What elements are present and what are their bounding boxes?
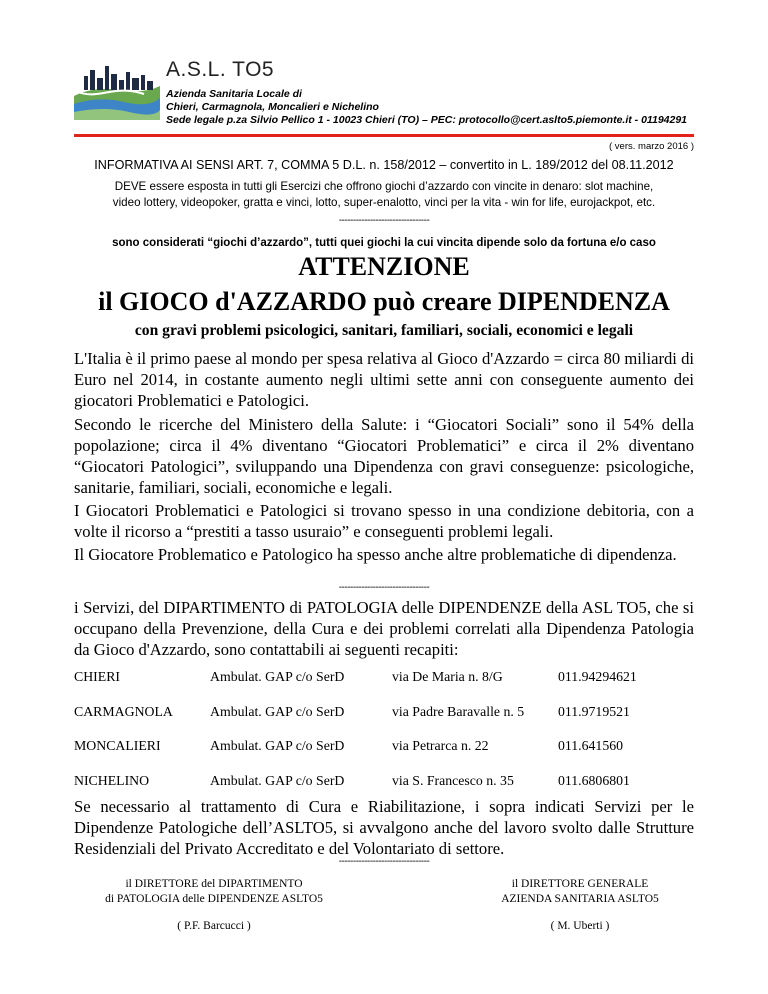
title-dipendenza: il GIOCO d'AZZARDO può creare DIPENDENZA xyxy=(98,287,670,316)
table-row xyxy=(74,669,694,704)
table-row xyxy=(74,738,694,773)
paragraph-debiti: I Giocatori Problematici e Patologici si trovano spesso in una condizione debitoria, con a volte il ricorso a “prestiti a tasso usuraio” e conseguenti problemi legali. xyxy=(74,501,694,541)
org-subtitle-line-2: Chieri, Carmagnola, Moncalieri e Nichelino xyxy=(166,101,379,113)
signature-right-organization: AZIENDA SANITARIA ASLTO5 xyxy=(501,893,659,905)
paragraph-closing: Se necessario al trattamento di Cura e Riabilitazione, i sopra indicati Servizi per le Dipendenze Patologiche dell’ASLTO5, si avvalgono anche del lavoro svolto dalle Strutture Residenziali del Privato Accreditato e del Volontariato di settore. xyxy=(74,797,694,858)
gambling-definition: sono considerati “giochi d’azzardo”, tutti quei giochi la cui vincita dipende solo da fortuna e/o caso xyxy=(112,237,656,249)
address-cell: via Petrarca n. 22 xyxy=(392,738,489,753)
signature-left-department: di PATOLOGIA delle DIPENDENZE ASLTO5 xyxy=(105,893,323,905)
paragraph-ricerche-ministero: Secondo le ricerche del Ministero della Salute: i “Giocatori Sociali” sono il 54% della popolazione; circa il 4% diventano “Giocatori Problematici” e circa il 2% diventano “Giocatori Patologici”, sviluppando una Dipendenza con gravi conseguenze: psicologiche, sanitarie, familiari, sociali, economiche e legali. xyxy=(74,415,694,497)
display-requirement-line-1: DEVE essere esposta in tutti gli Esercizi che offrono giochi d’azzardo con vincite in denaro: slot machine, xyxy=(114,180,654,193)
org-legal-address: Sede legale p.za Silvio Pellico 1 - 10023 Chieri (TO) – PEC: protocollo@cert.aslto5.piemonte.it - 01194291 xyxy=(166,114,688,126)
display-requirement-line-2: video lottery, videopoker, gratta e vinci, lotto, super-enalotto, vinci per la vita - win for life, eurojackpot, etc. xyxy=(112,196,656,209)
address-cell: via Padre Baravalle n. 5 xyxy=(392,703,525,719)
organization-name: A.S.L. TO5 xyxy=(166,58,275,81)
org-subtitle-line-1: Azienda Sanitaria Locale di xyxy=(166,88,302,100)
title-attenzione: ATTENZIONE xyxy=(298,252,470,281)
city-cell: MONCALIERI xyxy=(74,738,161,753)
separator: -------------------------------- xyxy=(338,856,430,867)
phone-cell: 011.6806801 xyxy=(558,772,630,788)
table-row xyxy=(74,704,694,739)
servizi-table xyxy=(74,669,694,807)
address-cell: via S. Francesco n. 35 xyxy=(392,772,514,788)
phone-cell: 011.94294621 xyxy=(558,669,637,684)
signature-left xyxy=(74,877,354,934)
informativa-heading: INFORMATIVA AI SENSI ART. 7, COMMA 5 D.L. n. 158/2012 – convertito in L. 189/2012 del 08.11.2012 xyxy=(94,158,674,172)
city-cell: CARMAGNOLA xyxy=(74,703,173,719)
city-cell: CHIERI xyxy=(74,669,120,684)
header-divider xyxy=(74,134,694,137)
phone-cell: 011.641560 xyxy=(558,738,624,753)
separator: -------------------------------- xyxy=(338,582,430,593)
service-cell: Ambulat. GAP c/o SerD xyxy=(210,669,345,684)
asl-logo xyxy=(74,56,160,120)
address-cell: via De Maria n. 8/G xyxy=(392,669,503,684)
paragraph-italia-spesa: L'Italia è il primo paese al mondo per spesa relativa al Gioco d'Azzardo = circa 80 miliardi di Euro nel 2014, in costante aumento negli ultimi sette anni con conseguente aumento dei giocatori Problematici e Patologici. xyxy=(74,349,694,410)
signature-right xyxy=(470,877,690,934)
phone-cell: 011.9719521 xyxy=(558,703,630,719)
city-cell: NICHELINO xyxy=(74,772,150,788)
subtitle-problems: con gravi problemi psicologici, sanitari, familiari, sociali, economici e legali xyxy=(134,322,634,339)
separator: -------------------------------- xyxy=(338,215,430,226)
paragraph-altre-dipendenze: Il Giocatore Problematico e Patologico ha spesso anche altre problematiche di dipendenza. xyxy=(74,545,677,564)
service-cell: Ambulat. GAP c/o SerD xyxy=(210,703,345,719)
signature-left-name: ( P.F. Barcucci ) xyxy=(177,920,251,932)
service-cell: Ambulat. GAP c/o SerD xyxy=(210,738,345,753)
service-cell: Ambulat. GAP c/o SerD xyxy=(210,772,345,788)
servizi-intro: i Servizi, del DIPARTIMENTO di PATOLOGIA delle DIPENDENZE della ASL TO5, che si occupano della Prevenzione, della Cura e dei problemi correlati alla Dipendenza Patologia da Gioco d'Azzardo, sono contattabili ai seguenti recapiti: xyxy=(74,598,694,659)
version-note: ( vers. marzo 2016 ) xyxy=(609,141,694,152)
signature-right-name: ( M. Uberti ) xyxy=(550,920,610,932)
signature-left-title: il DIRETTORE del DIPARTIMENTO xyxy=(125,878,303,890)
signature-right-title: il DIRETTORE GENERALE xyxy=(511,878,649,890)
